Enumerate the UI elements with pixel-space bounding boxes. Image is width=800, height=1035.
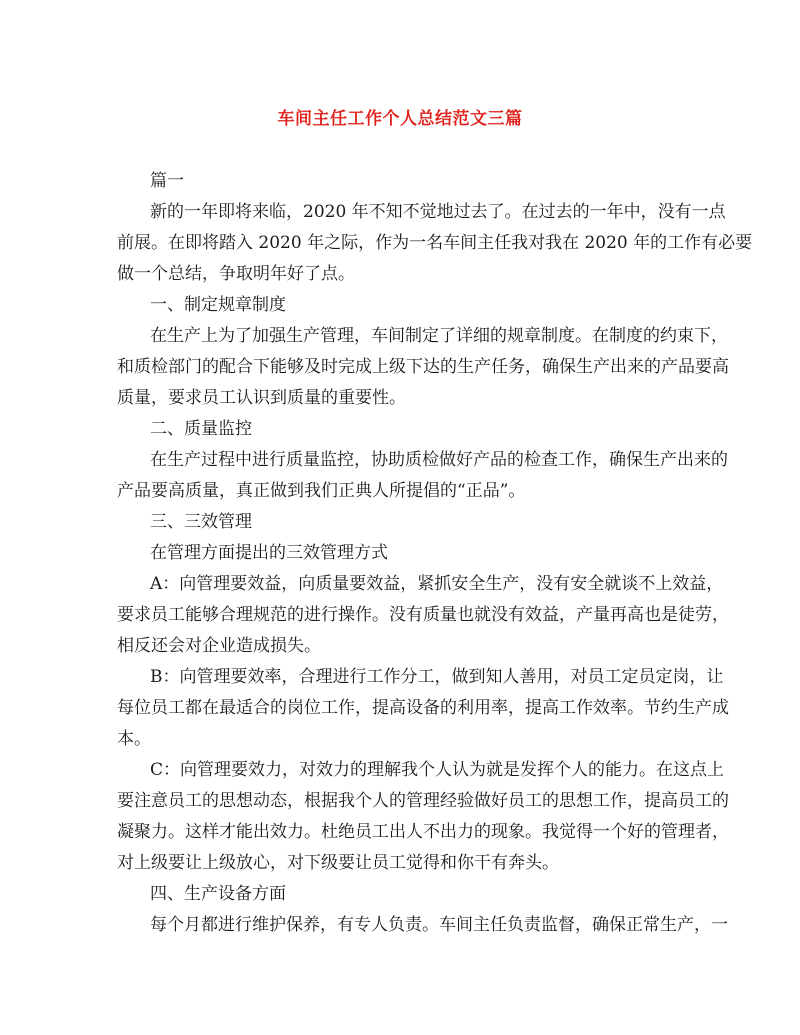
text-line: 本。 bbox=[117, 729, 151, 749]
text-line: A：向管理要效益，向质量要效益，紧抓安全生产，没有安全就谈不上效益， bbox=[150, 574, 724, 594]
text-line: C：向管理要效力，对效力的理解我个人认为就是发挥个人的能力。在这点上 bbox=[150, 760, 725, 780]
text-line: 新的一年即将来临，2020 年不知不觉地过去了。在过去的一年中，没有一点 bbox=[150, 202, 726, 222]
text-line: 对上级要让上级放心，对下级要让员工觉得和你干有奔头。 bbox=[117, 853, 559, 873]
text-line: 每个月都进行维护保养，有专人负责。车间主任负责监督，确保正常生产，一 bbox=[150, 915, 728, 935]
text-line: 篇一 bbox=[150, 171, 184, 191]
text-line: B：向管理要效率，合理进行工作分工，做到知人善用，对员工定员定岗，让 bbox=[150, 667, 724, 687]
text-line: 要求员工能够合理规范的进行操作。没有质量也就没有效益，产量再高也是徒劳， bbox=[117, 605, 729, 625]
text-line: 做一个总结，争取明年好了点。 bbox=[117, 264, 355, 284]
text-line: 凝聚力。这样才能出效力。杜绝员工出人不出力的现象。我觉得一个好的管理者， bbox=[117, 822, 729, 842]
text-line: 在管理方面提出的三效管理方式 bbox=[150, 543, 388, 563]
text-line: 相反还会对企业造成损失。 bbox=[117, 636, 321, 656]
text-line: 在生产上为了加强生产管理，车间制定了详细的规章制度。在制度的约束下， bbox=[150, 326, 728, 346]
text-line: 和质检部门的配合下能够及时完成上级下达的生产任务，确保生产出来的产品要高 bbox=[117, 357, 729, 377]
document-title: 车间主任工作个人总结范文三篇 bbox=[277, 109, 523, 129]
text-line: 要注意员工的思想动态，根据我个人的管理经验做好员工的思想工作，提高员工的 bbox=[117, 791, 729, 811]
text-line: 质量，要求员工认识到质量的重要性。 bbox=[117, 388, 406, 408]
text-line: 每位员工都在最适合的岗位工作，提高设备的利用率，提高工作效率。节约生产成 bbox=[117, 698, 729, 718]
document-body bbox=[117, 166, 753, 941]
text-line: 三、三效管理 bbox=[150, 512, 252, 532]
text-line: 产品要高质量，真正做到我们正典人所提倡的“正品”。 bbox=[117, 481, 526, 501]
text-line: 二、质量监控 bbox=[150, 419, 252, 439]
text-line: 四、生产设备方面 bbox=[150, 884, 286, 904]
text-line: 在生产过程中进行质量监控，协助质检做好产品的检查工作，确保生产出来的 bbox=[150, 450, 728, 470]
text-line: 前展。在即将踏入 2020 年之际，作为一名车间主任我对我在 2020 年的工作有必要 bbox=[117, 233, 753, 253]
text-line: 一、制定规章制度 bbox=[150, 295, 286, 315]
